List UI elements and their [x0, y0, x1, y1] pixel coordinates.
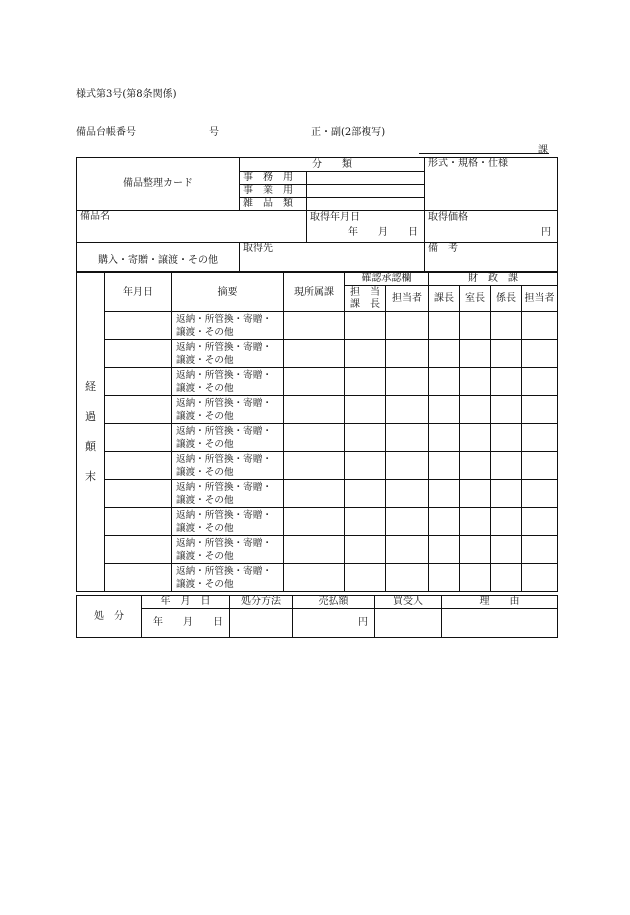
reason-cell[interactable]	[442, 609, 558, 638]
summary-line-1: 返納・所管換・寄贈・	[176, 482, 272, 493]
summary-line-2: 譲渡・その他	[176, 579, 234, 590]
history-summary-cell[interactable]	[172, 564, 284, 592]
history-dept-cell[interactable]	[284, 564, 345, 592]
history-approval-manager-cell[interactable]	[345, 368, 386, 396]
disposal-date-cell[interactable]	[142, 609, 230, 638]
summary-line-2: 譲渡・その他	[176, 355, 234, 366]
history-summary-cell[interactable]	[172, 536, 284, 564]
history-finance-staff-cell[interactable]	[522, 536, 558, 564]
history-approval-manager-cell[interactable]	[345, 480, 386, 508]
summary-line-1: 返納・所管換・寄贈・	[176, 426, 272, 437]
disposal-method-header-text: 処分方法	[241, 596, 281, 607]
buyer-header-text: 買受人	[393, 596, 423, 607]
summary-line-2: 譲渡・その他	[176, 523, 234, 534]
history-finance-staff-cell[interactable]	[522, 424, 558, 452]
summary-line-2: 譲渡・その他	[176, 439, 234, 450]
summary-line-2: 譲渡・その他	[176, 467, 234, 478]
item-name-cell[interactable]	[77, 211, 307, 243]
history-row	[77, 424, 558, 452]
history-finance-office-head-cell[interactable]	[460, 536, 491, 564]
history-finance-section-head-cell[interactable]	[491, 340, 522, 368]
history-row	[77, 396, 558, 424]
history-finance-section-head-cell[interactable]	[491, 396, 522, 424]
class-office-label: 事 務 用	[243, 172, 293, 183]
disposal-label-text: 処 分	[94, 610, 124, 622]
history-table	[76, 272, 558, 592]
date-header-text: 年月日	[123, 287, 153, 298]
reason-header-text: 理 由	[479, 596, 520, 607]
disposal-date-value: 年 月 日	[153, 617, 223, 628]
approval-header-text: 確認承認欄	[361, 273, 412, 284]
history-summary-cell[interactable]	[172, 508, 284, 536]
acq-source-label: 取得先	[243, 243, 273, 254]
dept-suffix: 課	[538, 145, 548, 156]
finance-office-head-header	[460, 286, 491, 312]
history-date-cell[interactable]	[105, 480, 172, 508]
history-finance-chief-cell[interactable]	[429, 536, 460, 564]
finance-section-head-text: 係長	[496, 292, 516, 304]
history-summary-cell[interactable]	[172, 312, 284, 340]
item-name-label: 備品名	[80, 211, 110, 222]
summary-line-1: 返納・所管換・寄贈・	[176, 314, 272, 325]
finance-section-head-header	[491, 286, 522, 312]
history-side-chars	[77, 381, 104, 483]
history-approval-manager-cell[interactable]	[345, 424, 386, 452]
history-date-cell[interactable]	[105, 396, 172, 424]
history-dept-cell[interactable]	[284, 508, 345, 536]
number-suffix: 号	[209, 127, 219, 138]
history-finance-chief-cell[interactable]	[429, 480, 460, 508]
summary-line-2: 譲渡・その他	[176, 411, 234, 422]
history-finance-chief-cell[interactable]	[429, 564, 460, 592]
history-dept-cell[interactable]	[284, 312, 345, 340]
history-dept-cell[interactable]	[284, 396, 345, 424]
history-finance-staff-cell[interactable]	[522, 480, 558, 508]
summary-header-text: 摘要	[217, 287, 238, 298]
classification-header	[240, 158, 425, 172]
spec-cell[interactable]	[425, 158, 558, 211]
history-finance-staff-cell[interactable]	[522, 340, 558, 368]
history-row	[77, 536, 558, 564]
history-row	[77, 564, 558, 592]
class-business	[240, 185, 307, 198]
class-business-check[interactable]	[307, 185, 425, 198]
history-approval-manager-cell[interactable]	[345, 340, 386, 368]
current-dept-header-text: 現所属課	[294, 287, 334, 298]
current-dept-header	[284, 273, 345, 312]
form-id: 様式第3号(第8条関係)	[76, 89, 177, 100]
class-misc	[240, 198, 307, 211]
history-approval-staff-cell[interactable]	[386, 424, 429, 452]
history-finance-office-head-cell[interactable]	[460, 396, 491, 424]
summary-line-1: 返納・所管換・寄贈・	[176, 370, 272, 381]
history-finance-office-head-cell[interactable]	[460, 480, 491, 508]
history-approval-manager-cell[interactable]	[345, 508, 386, 536]
history-side-label	[77, 273, 105, 592]
finance-header-text: 財 政 課	[468, 273, 518, 284]
class-misc-check[interactable]	[307, 198, 425, 211]
history-approval-staff-cell[interactable]	[386, 312, 429, 340]
remarks-cell[interactable]	[425, 243, 558, 272]
history-approval-manager-cell[interactable]	[345, 312, 386, 340]
history-finance-section-head-cell[interactable]	[491, 312, 522, 340]
history-dept-cell[interactable]	[284, 480, 345, 508]
disposal-method-cell[interactable]	[230, 609, 293, 638]
history-finance-staff-cell[interactable]	[522, 312, 558, 340]
history-finance-chief-cell[interactable]	[429, 508, 460, 536]
history-finance-section-head-cell[interactable]	[491, 452, 522, 480]
classification-header-text: 分 類	[312, 158, 353, 170]
date-header	[105, 273, 172, 312]
dept-underline	[419, 153, 549, 154]
history-finance-office-head-cell[interactable]	[460, 340, 491, 368]
history-finance-office-head-cell[interactable]	[460, 508, 491, 536]
card-title-text: 備品整理カード	[123, 178, 193, 189]
acq-date-cell[interactable]	[307, 211, 425, 243]
history-finance-staff-cell[interactable]	[522, 508, 558, 536]
history-side-char: 経	[85, 380, 96, 393]
approval-manager-text: 担 当 課 長	[350, 286, 380, 310]
finance-office-head-text: 室長	[465, 292, 485, 304]
approval-staff-header	[386, 286, 429, 312]
history-side-char: 末	[85, 470, 96, 483]
history-finance-section-head-cell[interactable]	[491, 536, 522, 564]
history-finance-office-head-cell[interactable]	[460, 312, 491, 340]
approval-staff-text: 担当者	[392, 292, 422, 304]
approval-header	[345, 273, 429, 286]
buyer-header	[375, 596, 442, 609]
history-row	[77, 340, 558, 368]
history-finance-staff-cell[interactable]	[522, 368, 558, 396]
history-row	[77, 368, 558, 396]
history-finance-office-head-cell[interactable]	[460, 368, 491, 396]
history-summary-cell[interactable]	[172, 424, 284, 452]
history-approval-manager-cell[interactable]	[345, 564, 386, 592]
history-approval-staff-cell[interactable]	[386, 340, 429, 368]
history-dept-cell[interactable]	[284, 424, 345, 452]
history-dept-cell[interactable]	[284, 452, 345, 480]
remarks-label: 備 考	[428, 243, 459, 254]
card-table	[76, 157, 558, 272]
summary-line-2: 譲渡・その他	[176, 327, 234, 338]
acq-method-text: 購入・寄贈・譲渡・その他	[98, 255, 218, 266]
history-finance-staff-cell[interactable]	[522, 452, 558, 480]
history-date-cell[interactable]	[105, 564, 172, 592]
reason-header	[442, 596, 558, 609]
finance-staff-text: 担当者	[524, 292, 555, 304]
summary-line-2: 譲渡・その他	[176, 495, 234, 506]
history-approval-staff-cell[interactable]	[386, 508, 429, 536]
finance-chief-text: 課長	[434, 292, 454, 304]
sale-amount-cell[interactable]	[293, 609, 375, 638]
sale-amount-header	[293, 596, 375, 609]
history-finance-chief-cell[interactable]	[429, 424, 460, 452]
history-row	[77, 508, 558, 536]
history-finance-chief-cell[interactable]	[429, 312, 460, 340]
history-finance-chief-cell[interactable]	[429, 396, 460, 424]
summary-line-1: 返納・所管換・寄贈・	[176, 510, 272, 521]
history-summary-cell[interactable]	[172, 480, 284, 508]
history-side-char: 顛	[85, 440, 96, 453]
ledger-number-label: 備品台帳番号	[76, 127, 136, 138]
history-approval-staff-cell[interactable]	[386, 564, 429, 592]
history-summary-cell[interactable]	[172, 396, 284, 424]
history-date-cell[interactable]	[105, 452, 172, 480]
history-row	[77, 480, 558, 508]
summary-header	[172, 273, 284, 312]
summary-line-1: 返納・所管換・寄贈・	[176, 398, 272, 409]
history-row	[77, 312, 558, 340]
history-approval-staff-cell[interactable]	[386, 396, 429, 424]
history-finance-section-head-cell[interactable]	[491, 480, 522, 508]
disposal-table	[76, 595, 558, 638]
acq-date-value: 年 月 日	[348, 227, 419, 238]
history-finance-section-head-cell[interactable]	[491, 424, 522, 452]
sale-amount-header-text: 売払額	[318, 596, 349, 607]
class-business-label: 事 業 用	[243, 185, 293, 196]
copies-note: 正・副(2部複写)	[311, 127, 386, 138]
history-finance-office-head-cell[interactable]	[460, 564, 491, 592]
acq-method-cell[interactable]	[77, 243, 240, 272]
history-finance-chief-cell[interactable]	[429, 340, 460, 368]
finance-header	[429, 273, 558, 286]
history-date-cell[interactable]	[105, 508, 172, 536]
history-approval-staff-cell[interactable]	[386, 452, 429, 480]
card-title	[77, 158, 240, 211]
acq-source-cell[interactable]	[240, 243, 425, 272]
history-date-cell[interactable]	[105, 312, 172, 340]
history-approval-manager-cell[interactable]	[345, 396, 386, 424]
history-finance-section-head-cell[interactable]	[491, 368, 522, 396]
disposal-date-header	[142, 596, 230, 609]
history-approval-staff-cell[interactable]	[386, 536, 429, 564]
approval-manager-header	[345, 286, 386, 312]
summary-line-1: 返納・所管換・寄贈・	[176, 454, 272, 465]
history-finance-chief-cell[interactable]	[429, 452, 460, 480]
disposal-date-header-text: 年 月 日	[160, 596, 211, 607]
sale-amount-yen: 円	[358, 617, 368, 628]
history-summary-cell[interactable]	[172, 340, 284, 368]
history-finance-staff-cell[interactable]	[522, 564, 558, 592]
history-date-cell[interactable]	[105, 424, 172, 452]
history-summary-cell[interactable]	[172, 368, 284, 396]
spec-label: 形式・規格・仕様	[428, 158, 509, 169]
history-row	[77, 452, 558, 480]
history-finance-section-head-cell[interactable]	[491, 564, 522, 592]
finance-chief-header	[429, 286, 460, 312]
disposal-method-header	[230, 596, 293, 609]
history-summary-cell[interactable]	[172, 452, 284, 480]
acq-date-label: 取得年月日	[310, 212, 360, 223]
summary-line-2: 譲渡・その他	[176, 551, 234, 562]
summary-line-1: 返納・所管換・寄贈・	[176, 566, 272, 577]
history-dept-cell[interactable]	[284, 536, 345, 564]
history-date-cell[interactable]	[105, 368, 172, 396]
history-date-cell[interactable]	[105, 340, 172, 368]
history-date-cell[interactable]	[105, 536, 172, 564]
buyer-cell[interactable]	[375, 609, 442, 638]
class-misc-label: 雑 品 類	[243, 198, 293, 209]
history-dept-cell[interactable]	[284, 368, 345, 396]
acq-price-label: 取得価格	[428, 212, 469, 223]
class-office	[240, 172, 307, 185]
summary-line-1: 返納・所管換・寄贈・	[176, 342, 272, 353]
disposal-label	[77, 596, 142, 638]
history-approval-staff-cell[interactable]	[386, 368, 429, 396]
history-approval-staff-cell[interactable]	[386, 480, 429, 508]
class-office-check[interactable]	[307, 172, 425, 185]
history-finance-section-head-cell[interactable]	[491, 508, 522, 536]
summary-line-2: 譲渡・その他	[176, 383, 234, 394]
history-side-char: 過	[85, 410, 96, 423]
acq-price-yen: 円	[541, 227, 552, 238]
history-finance-office-head-cell[interactable]	[460, 452, 491, 480]
history-finance-chief-cell[interactable]	[429, 368, 460, 396]
summary-line-1: 返納・所管換・寄贈・	[176, 538, 272, 549]
history-finance-staff-cell[interactable]	[522, 396, 558, 424]
history-finance-office-head-cell[interactable]	[460, 424, 491, 452]
history-dept-cell[interactable]	[284, 340, 345, 368]
finance-staff-header	[522, 286, 558, 312]
acq-price-cell[interactable]	[425, 211, 558, 243]
history-approval-manager-cell[interactable]	[345, 452, 386, 480]
history-approval-manager-cell[interactable]	[345, 536, 386, 564]
